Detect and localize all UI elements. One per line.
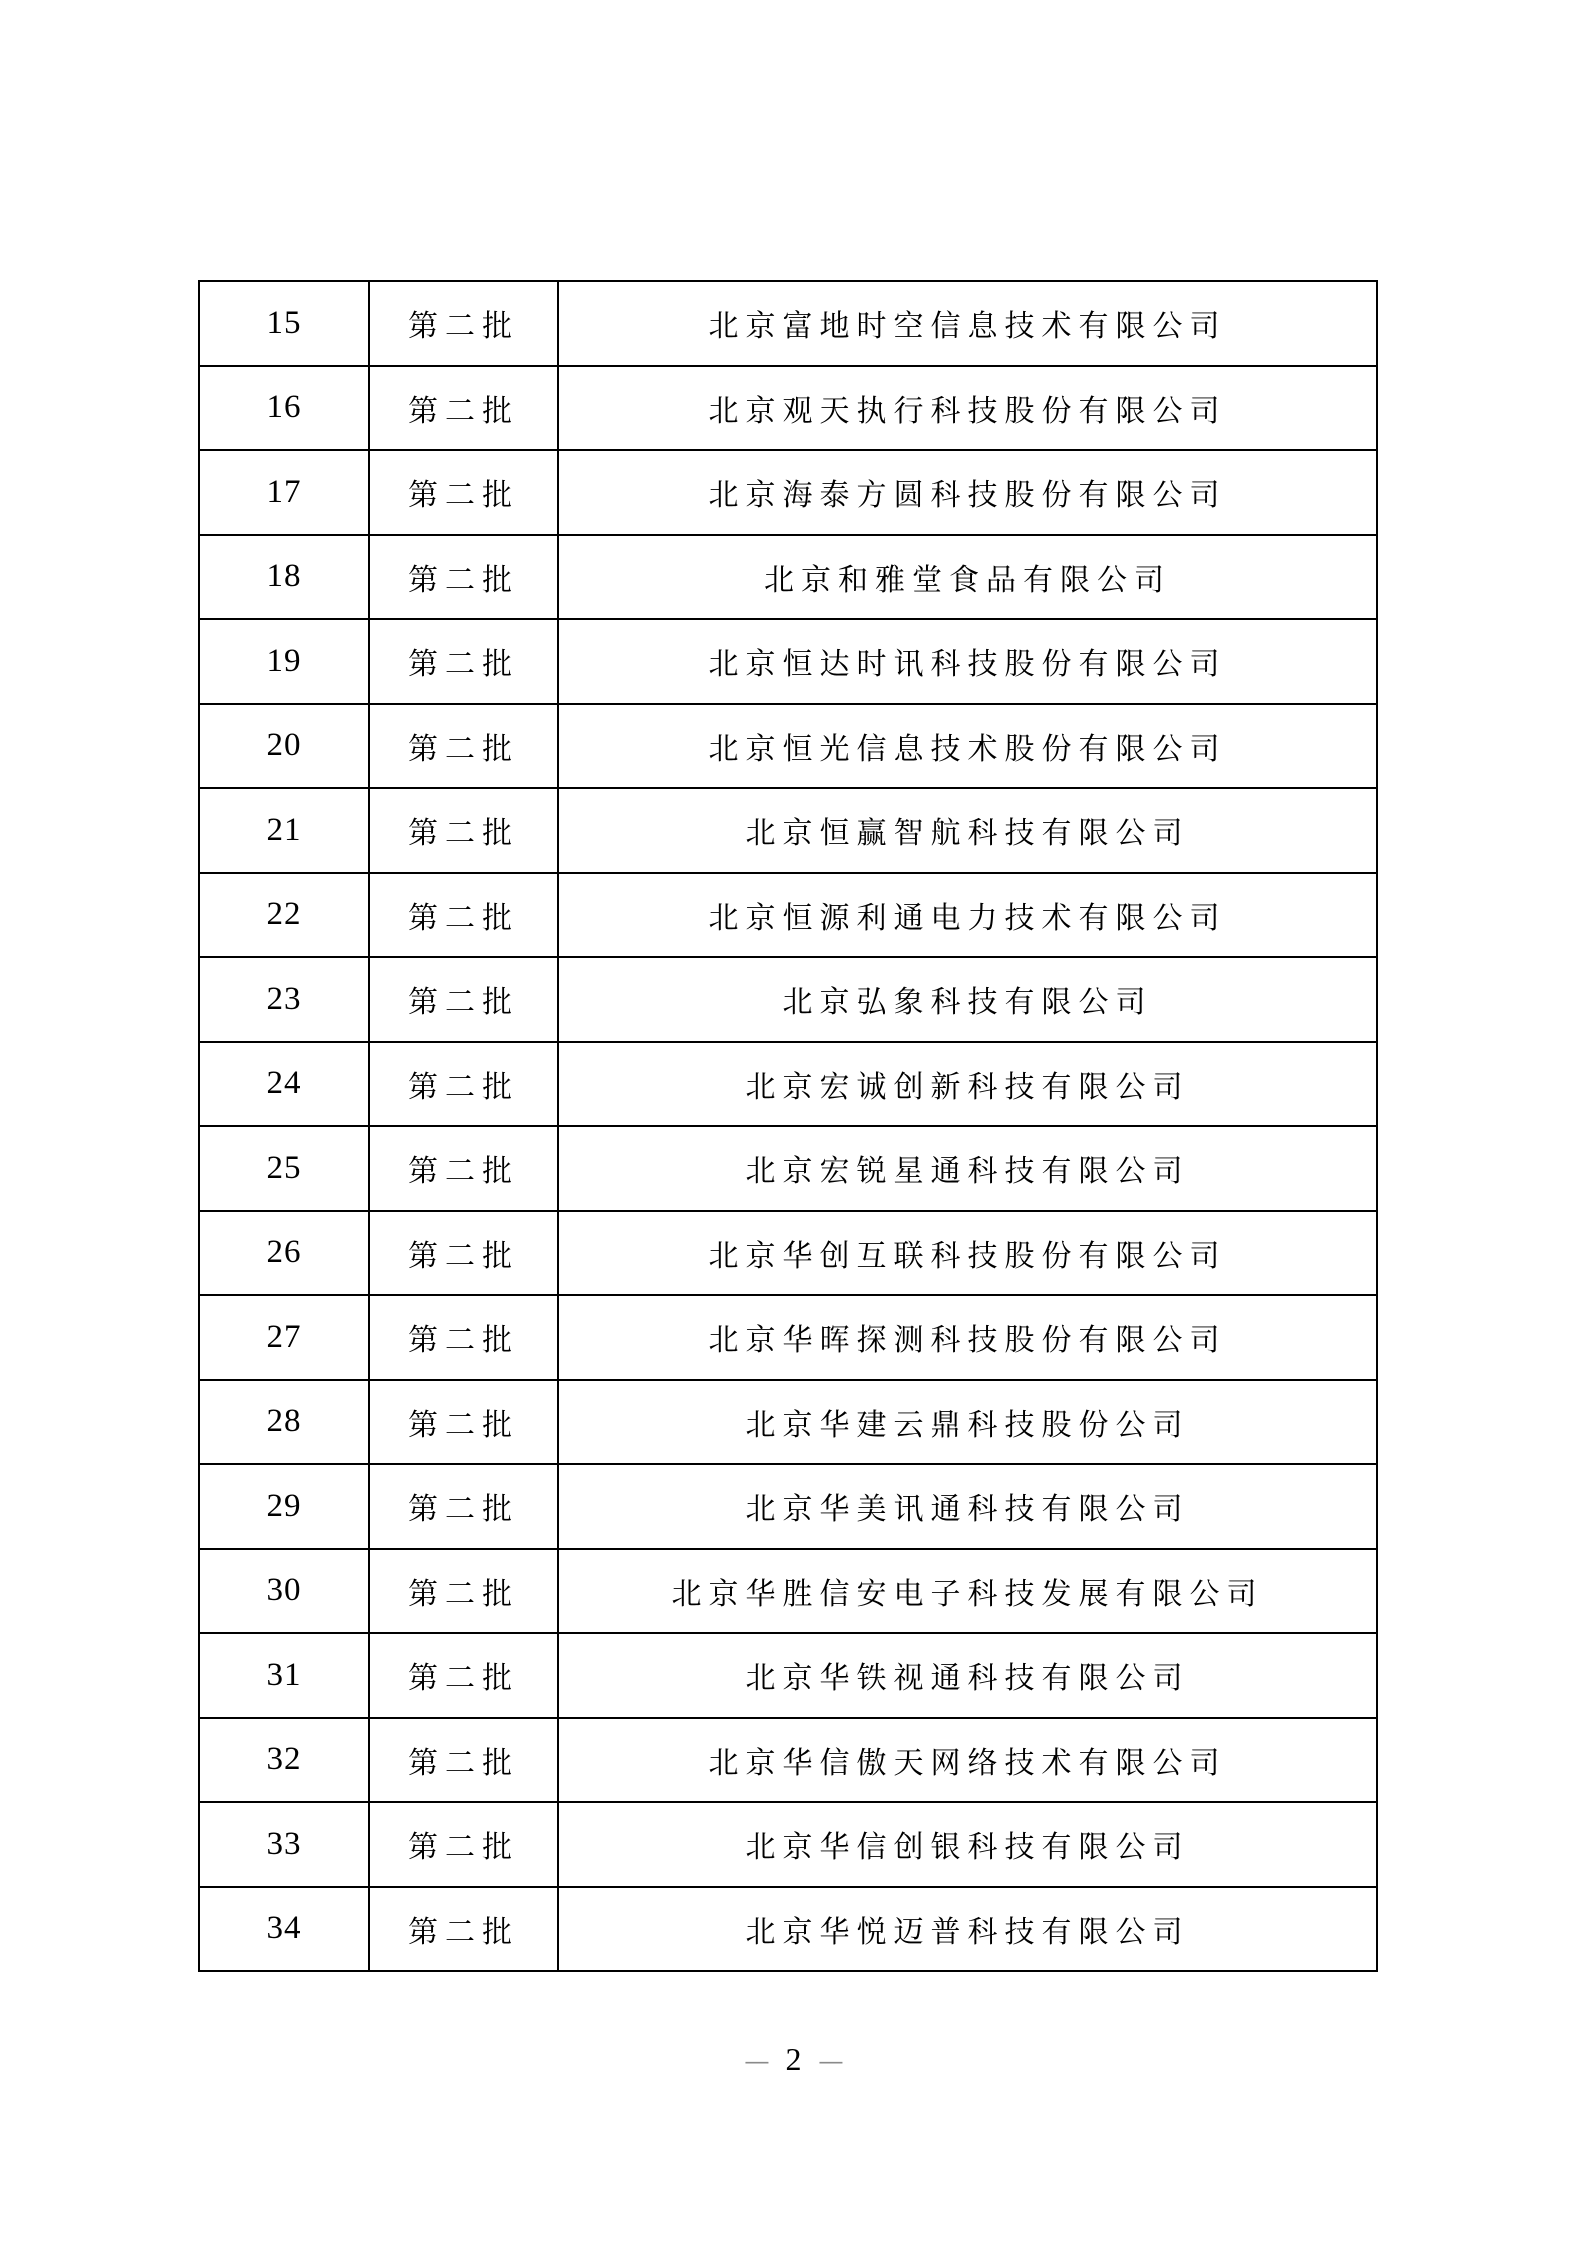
row-number-cell: 20: [199, 704, 369, 789]
company-name-cell: 北京华创互联科技股份有限公司: [558, 1211, 1377, 1296]
company-table: [198, 280, 1378, 1972]
table-row: [199, 1802, 1377, 1887]
company-name-cell: 北京弘象科技有限公司: [558, 957, 1377, 1042]
table-row: [199, 1887, 1377, 1972]
table-row: [199, 1126, 1377, 1211]
row-number-cell: 32: [199, 1718, 369, 1803]
batch-cell: 第二批: [369, 1464, 558, 1549]
company-name-cell: 北京宏锐星通科技有限公司: [558, 1126, 1377, 1211]
row-number-cell: 30: [199, 1549, 369, 1634]
company-name-cell: 北京华晖探测科技股份有限公司: [558, 1295, 1377, 1380]
table-row: [199, 788, 1377, 873]
company-name-cell: 北京和雅堂食品有限公司: [558, 535, 1377, 620]
table-row: [199, 957, 1377, 1042]
table-body: [199, 281, 1377, 1971]
row-number-cell: 28: [199, 1380, 369, 1465]
row-number-cell: 27: [199, 1295, 369, 1380]
company-name-cell: 北京恒赢智航科技有限公司: [558, 788, 1377, 873]
batch-cell: 第二批: [369, 873, 558, 958]
row-number-cell: 33: [199, 1802, 369, 1887]
company-name-cell: 北京富地时空信息技术有限公司: [558, 281, 1377, 366]
row-number-cell: 34: [199, 1887, 369, 1972]
page-number: 2: [785, 2040, 802, 2077]
table-row: [199, 1549, 1377, 1634]
batch-cell: 第二批: [369, 535, 558, 620]
row-number-cell: 15: [199, 281, 369, 366]
row-number-cell: 17: [199, 450, 369, 535]
company-name-cell: 北京华铁视通科技有限公司: [558, 1633, 1377, 1718]
row-number-cell: 23: [199, 957, 369, 1042]
row-number-cell: 22: [199, 873, 369, 958]
row-number-cell: 31: [199, 1633, 369, 1718]
batch-cell: 第二批: [369, 788, 558, 873]
batch-cell: 第二批: [369, 450, 558, 535]
company-name-cell: 北京华美讯通科技有限公司: [558, 1464, 1377, 1549]
batch-cell: 第二批: [369, 1295, 558, 1380]
company-name-cell: 北京恒达时讯科技股份有限公司: [558, 619, 1377, 704]
table-row: [199, 1380, 1377, 1465]
table-row: [199, 704, 1377, 789]
company-name-cell: 北京华胜信安电子科技发展有限公司: [558, 1549, 1377, 1634]
batch-cell: 第二批: [369, 957, 558, 1042]
batch-cell: 第二批: [369, 619, 558, 704]
batch-cell: 第二批: [369, 281, 558, 366]
company-name-cell: 北京华信傲天网络技术有限公司: [558, 1718, 1377, 1803]
company-name-cell: 北京观天执行科技股份有限公司: [558, 366, 1377, 451]
table-row: [199, 1464, 1377, 1549]
company-name-cell: 北京海泰方圆科技股份有限公司: [558, 450, 1377, 535]
footer-dash-left: –: [745, 2040, 768, 2077]
batch-cell: 第二批: [369, 704, 558, 789]
company-name-cell: 北京宏诚创新科技有限公司: [558, 1042, 1377, 1127]
batch-cell: 第二批: [369, 366, 558, 451]
batch-cell: 第二批: [369, 1211, 558, 1296]
batch-cell: 第二批: [369, 1718, 558, 1803]
row-number-cell: 25: [199, 1126, 369, 1211]
row-number-cell: 21: [199, 788, 369, 873]
company-name-cell: 北京华悦迈普科技有限公司: [558, 1887, 1377, 1972]
table-row: [199, 1295, 1377, 1380]
company-name-cell: 北京华建云鼎科技股份公司: [558, 1380, 1377, 1465]
footer-dash-right: –: [819, 2040, 842, 2077]
company-name-cell: 北京恒源利通电力技术有限公司: [558, 873, 1377, 958]
table-row: [199, 1211, 1377, 1296]
page-footer: [0, 2034, 1587, 2084]
table-row: [199, 619, 1377, 704]
table-row: [199, 1042, 1377, 1127]
batch-cell: 第二批: [369, 1380, 558, 1465]
batch-cell: 第二批: [369, 1549, 558, 1634]
company-name-cell: 北京恒光信息技术股份有限公司: [558, 704, 1377, 789]
row-number-cell: 19: [199, 619, 369, 704]
batch-cell: 第二批: [369, 1633, 558, 1718]
batch-cell: 第二批: [369, 1126, 558, 1211]
row-number-cell: 18: [199, 535, 369, 620]
table-row: [199, 1718, 1377, 1803]
row-number-cell: 24: [199, 1042, 369, 1127]
row-number-cell: 26: [199, 1211, 369, 1296]
row-number-cell: 16: [199, 366, 369, 451]
row-number-cell: 29: [199, 1464, 369, 1549]
table-row: [199, 535, 1377, 620]
table-row: [199, 366, 1377, 451]
batch-cell: 第二批: [369, 1887, 558, 1972]
table-row: [199, 450, 1377, 535]
table-row: [199, 1633, 1377, 1718]
table-row: [199, 873, 1377, 958]
batch-cell: 第二批: [369, 1802, 558, 1887]
batch-cell: 第二批: [369, 1042, 558, 1127]
company-name-cell: 北京华信创银科技有限公司: [558, 1802, 1377, 1887]
table-row: [199, 281, 1377, 366]
